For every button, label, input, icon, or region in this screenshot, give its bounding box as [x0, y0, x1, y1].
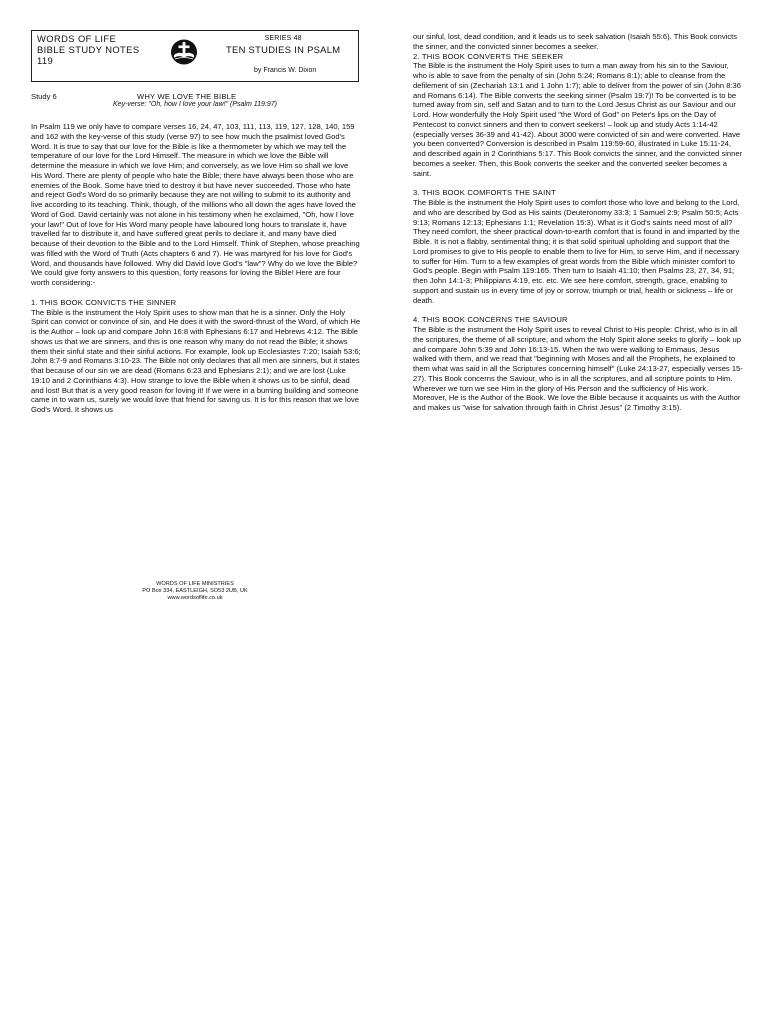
- section-1-body: The Bible is the instrument the Holy Spirit uses to show man that he is a sinner. Only the Holy Spirit can convict or convince of sin, and He does it with the sword-thrust of the Word, of which He is the Author – look up and compare John 16:8 with Ephesians 6:17 and Hebrews 4:12. The Bible shows us that we are sinners, and this is one reason why many do not read the Bible; it shows them their sinful state and their sinful actions. For example, look up Ecclesiastes 7:20; Isaiah 53:6; John 8:7-9 and Romans 3:10-23. The Bible not only declares that all men are sinners, but it states that because of our sin we are dead (Romans 6:23 and Ephesians 2:1); and we are lost (Luke 19:10 and 2 Corinthians 4:3). How strange to love the Bible when it shows us to be sinful, dead and lost! But that is a very good reason for loving it! If we were in a burning building and someone came in to warn us, surely we would love that friend for saving us. It is for this reason that we love God's Word. It shows us: [31, 307, 361, 414]
- footer-website-link[interactable]: www.wordsoflife.co.uk: [167, 595, 223, 601]
- series-number: SERIES 48: [264, 35, 302, 42]
- section-1-continuation: our sinful, lost, dead condition, and it leads us to seek salvation (Isaiah 55:6). This Book convicts the sinner, and the convicted sinner becomes a seeker.: [413, 32, 738, 51]
- series-info: [226, 34, 340, 56]
- bible-cross-logo-icon: [170, 38, 198, 66]
- series-title: TEN STUDIES IN PSALM: [226, 43, 341, 55]
- section-1-heading: 1. THIS BOOK CONVICTS THE SINNER: [31, 297, 177, 307]
- section-3-heading: 3. THIS BOOK COMFORTS THE SAINT: [413, 188, 556, 198]
- section-4-body: The Bible is the instrument the Holy Spirit uses to reveal Christ to His people: Christ, who is in all the scriptures, the theme of all scripture, and whom the Holy Spirit alone seeks to glorify – look up and compare John 5:39 and John 16:13-15. When the two were walking to Emmaus, Jesus walked with them, and we read that "beginning with Moses and all the Prophets, he explained to them what was said in all the Scriptures concerning himself" (Luke 24:13-27, especially verses 15-27). This Book concerns the Saviour, who is in all the scriptures, and all scripture points to Him. Wherever we turn we see Him in the glory of His Person and the sufficiency of His work. Moreover, He is the Author of the Book. We love the Bible because it acquaints us with the Author and makes us "wise for salvation through faith in Christ Jesus" (2 Timothy 3:15).: [413, 325, 743, 412]
- section-3-body: The Bible is the instrument the Holy Spirit uses to comfort those who love and belong to the Lord, and who are described by God as His saints (Deuteronomy 33:3; 1 Samuel 2:9; Psalm 50:5; Acts 9:13; Romans 12:13; Ephesians 1:1; Revelation 15:3). What is it God's saints need most of all? They need comfort, the sheer practical down-to-earth comfort that is found in and imparted by the Bible. It is not a flabby, sentimental thing; it is that solid spiritual upholding and support that the Lord promises to give to His people to enable them to live for Him, to serve Him, and if necessary to suffer for Him. Turn to a few examples of great words from the Bible which minister comfort to God's people. Begin with Psalm 119:165. Then turn to Isaiah 41:10; then Psalms 23, 27, 34, 91; then John 14:1-3; Philippians 4:19, etc. etc. We see here comfort, strength, grace, enabling to support and sustain us in every time of joy or sorrow, triumph or trial, health or sickness – life or death.: [413, 198, 740, 305]
- study-number: Study 6: [31, 92, 57, 101]
- section-4-heading: 4. THIS BOOK CONCERNS THE SAVIOUR: [413, 315, 568, 325]
- publication-line-1: WORDS OF LIFE: [37, 33, 117, 44]
- author-credit: by Francis W. Dixon: [254, 67, 317, 74]
- publication-title: [37, 34, 140, 66]
- right-column: [413, 32, 743, 413]
- study-title: WHY WE LOVE THE BIBLE: [137, 92, 237, 101]
- section-2-body: The Bible is the instrument the Holy Spirit uses to turn a man away from his sin to the Saviour, who is able to save from the penalty of sin (John 5:24; Romans 8:1); able to cleanse from the defilement of sin (Zechariah 13:1 and 1 John 1:7); able to deliver from the power of sin (John 8:36 and Romans 6:14). The Bible converts the seeking sinner (Psalm 19:7)! To be converted is to be turned away from sin, self and Satan and to turn to the Lord Jesus Christ as our Saviour and our Lord. How wonderfully the Holy Spirit used "the Word of God" on Peter's lips on the Day of Pentecost to convict sinners and then to convert seekers! – look up and study Acts 1:14-42 (especially verses 36-39 and 41-42). About 3000 were convicted of sin and were converted. Have you been converted? Conversion is described in Psalm 119:59-60, illustrated in Luke 15:11-24, and described again in 2 Corinthians 5:17. This Book convicts the sinner, and the convicted sinner becomes a seeker. Then, this Book converts the seeker and the converted seeker becomes a saint.: [413, 61, 743, 178]
- footer: [100, 581, 290, 602]
- publication-line-2: BIBLE STUDY NOTES: [37, 43, 140, 55]
- section-2-heading: 2. THIS BOOK CONVERTS THE SEEKER: [413, 51, 564, 61]
- key-verse: Key-verse: "Oh, how I love your law!" (Psalm 119:97): [113, 101, 277, 108]
- header-box: [31, 30, 359, 82]
- left-column: [31, 122, 361, 415]
- footer-org: WORDS OF LIFE MINISTRIES: [156, 581, 234, 587]
- footer-address: PO Box 334, EASTLEIGH, SO53 2UB, UK: [142, 588, 248, 594]
- intro-paragraph: In Psalm 119 we only have to compare verses 16, 24, 47, 103, 111, 113, 119, 127, 128, 140, 159 and 162 with the key-verse of this study (verse 97) to see how much the psalmist loved God's Word. It is true to say that our love for the Bible is like a thermometer by which we may tell the temperature of our love for the Lord Himself. The measure in which we love the Bible will determine the measure in which we love Him; and conversely, as we love Him so shall we love His Word. There are plenty of people who hate the Bible; there have always been those who are enemies of the Book. Some have tried to destroy it but have never succeeded. Those who hate and reject God's Word do so primarily because they are not willing to submit to its authority and live according to its teaching. Think, though, of the millions who all down the ages have loved the Word of God. David certainly was not alone in his testimony when he exclaimed, "Oh, how I love your law!" Out of love for His Word many people have laboured long hours to translate it, have travelled far to distribute it, and have suffered great perils to declare it, and many have died because of their devotion to the Bible and to the Lord Himself. Think of Stephen, whose preaching was filled with the Word of Truth (Acts chapters 6 and 7). He was martyred for his love for God's Word, and thousands have followed. Why did David love God's "law"? Why do we love the Bible? We could give forty answers to this question, forty reasons for loving the Bible! Here are four worth considering:-: [31, 122, 360, 287]
- publication-line-3: 119: [37, 54, 54, 66]
